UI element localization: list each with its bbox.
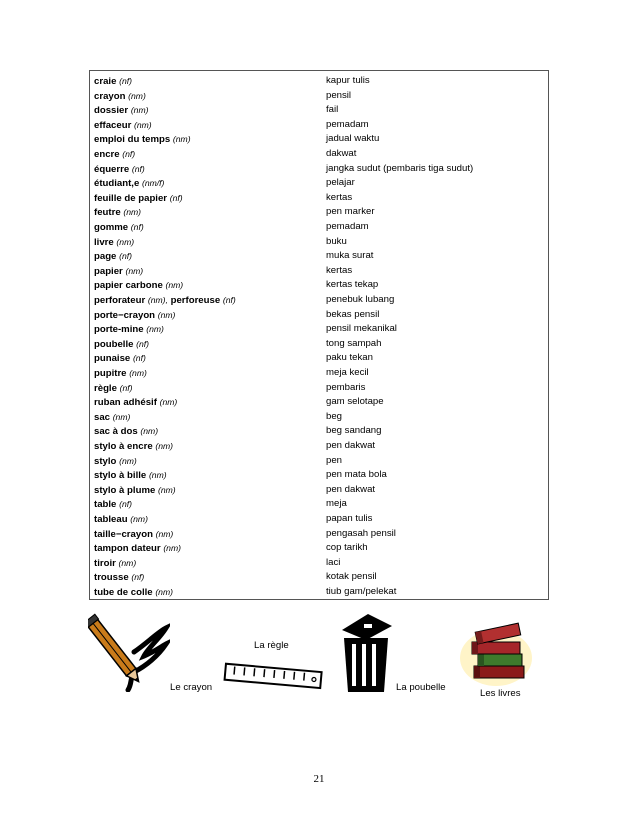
gender-tag: (nm) <box>116 236 135 247</box>
vocab-row <box>90 322 548 337</box>
malay-translation: pemadam <box>326 221 369 232</box>
term-word: ruban adhésif <box>94 397 157 409</box>
vocab-row <box>90 176 548 191</box>
vocab-row <box>90 351 548 366</box>
term-word: emploi du temps <box>94 134 171 146</box>
vocab-row <box>90 424 548 439</box>
term-word: étudiant,e <box>94 178 140 190</box>
malay-translation: papan tulis <box>326 513 373 524</box>
vocab-row <box>90 118 548 133</box>
gender-tag: (nm) <box>157 484 176 495</box>
malay-translation: gam selotape <box>326 396 384 408</box>
french-term <box>94 235 134 251</box>
vocab-row <box>90 439 548 454</box>
term-word: porte−crayon <box>94 309 156 321</box>
gender-tag: (nm) <box>155 528 174 539</box>
gender-tag: (nm) <box>157 309 176 320</box>
vocab-row <box>90 381 548 396</box>
malay-translation: tong sampah <box>326 337 382 349</box>
vocab-row <box>90 410 548 425</box>
french-term <box>94 89 146 105</box>
french-term <box>94 497 132 513</box>
malay-translation: pembaris <box>326 381 366 393</box>
malay-translation: pen mata bola <box>326 469 387 481</box>
malay-translation: beg sandang <box>326 425 382 437</box>
term-word: poubelle <box>94 338 134 350</box>
malay-translation: kapur tulis <box>326 75 370 86</box>
gender-tag: (nm) <box>155 441 174 451</box>
vocab-row <box>90 147 548 162</box>
term-word: stylo à encre <box>94 441 153 452</box>
gender-tag: (nm) <box>123 207 141 218</box>
french-term <box>94 132 191 148</box>
malay-translation: pen <box>326 454 343 466</box>
bin-caption: La poubelle <box>396 682 446 693</box>
french-term <box>94 162 145 178</box>
term-word: tampon dateur <box>94 543 161 555</box>
french-term <box>94 147 135 163</box>
french-term <box>94 527 173 543</box>
term-word: papier <box>94 265 123 277</box>
term-word: gomme <box>94 222 129 233</box>
malay-translation: meja kecil <box>326 367 369 378</box>
french-term <box>94 176 164 192</box>
french-term <box>94 293 236 309</box>
gender-tag: (nf) <box>131 572 145 583</box>
french-term <box>94 570 144 586</box>
gender-tag: (nm) <box>130 105 149 116</box>
term-word: équerre <box>94 163 130 175</box>
vocab-row <box>90 132 548 147</box>
term-word: effaceur <box>94 119 132 131</box>
vocabulary-table <box>89 70 549 600</box>
vocab-row <box>90 337 548 352</box>
malay-translation: pensil <box>326 89 352 101</box>
gender-tag: (nf) <box>119 76 132 86</box>
gender-tag: (nm) <box>128 90 146 101</box>
vocab-row <box>90 235 548 250</box>
malay-translation: pensil mekanikal <box>326 323 397 335</box>
term-word: porte-mine <box>94 324 144 336</box>
term-word: trousse <box>94 572 129 584</box>
malay-translation: bekas pensil <box>326 308 380 320</box>
malay-translation: paku tekan <box>326 352 373 364</box>
french-term <box>94 322 164 338</box>
trash-bin-icon <box>338 612 394 694</box>
gender-tag: (nf) <box>132 353 146 364</box>
gender-tag: (nf) <box>119 499 132 510</box>
term-word: page <box>94 251 117 263</box>
malay-translation: dakwat <box>326 148 357 159</box>
vocab-row <box>90 395 548 410</box>
french-term <box>94 424 158 440</box>
malay-translation: fail <box>326 104 339 116</box>
gender-tag: (nm) <box>148 470 167 481</box>
french-term <box>94 439 173 455</box>
book-stack-icon <box>456 612 534 688</box>
term-word: taille−crayon <box>94 528 153 540</box>
french-term <box>94 366 147 382</box>
term-word: sac à dos <box>94 426 138 438</box>
term-word: table <box>94 499 117 511</box>
vocab-row <box>90 308 548 323</box>
french-term <box>94 512 148 528</box>
term-word: stylo à bille <box>94 470 147 482</box>
vocab-row <box>90 278 548 293</box>
vocab-row <box>90 249 548 264</box>
vocab-row <box>90 556 548 571</box>
vocab-row <box>90 585 548 600</box>
french-term <box>94 410 130 426</box>
gender-tag: (nf) <box>222 295 236 305</box>
term-word: perforateur <box>94 295 146 306</box>
malay-translation: tiub gam/pelekat <box>326 586 397 597</box>
term-word: sac <box>94 411 111 423</box>
french-term <box>94 205 141 221</box>
term-word: dossier <box>94 105 129 117</box>
malay-translation: kertas <box>326 191 353 203</box>
malay-translation: pelajar <box>326 177 355 189</box>
gender-tag: (nm), <box>147 295 168 305</box>
gender-tag: (nm) <box>159 397 178 408</box>
french-term <box>94 74 132 90</box>
term-word: feutre <box>94 207 121 219</box>
vocab-row <box>90 527 548 542</box>
gender-tag: (nf) <box>119 382 133 393</box>
gender-tag: (nm) <box>140 426 159 437</box>
malay-translation: kertas tekap <box>326 279 379 291</box>
french-term <box>94 585 173 601</box>
vocab-row <box>90 541 548 556</box>
vocab-row <box>90 220 548 235</box>
vocab-row <box>90 366 548 381</box>
malay-translation: beg <box>326 410 343 422</box>
term-word: stylo à plume <box>94 484 156 496</box>
gender-tag: (nm) <box>119 455 137 466</box>
malay-translation: buku <box>326 235 347 247</box>
french-term <box>94 351 146 367</box>
term-word: tiroir <box>94 557 116 569</box>
french-term <box>94 278 183 294</box>
vocab-row <box>90 497 548 512</box>
gender-tag: (nm/f) <box>141 178 165 189</box>
gender-tag: (nm) <box>172 134 191 145</box>
vocab-row <box>90 264 548 279</box>
french-term <box>94 381 133 397</box>
french-term <box>94 191 183 207</box>
vocab-row <box>90 293 548 308</box>
pencil-caption: Le crayon <box>170 682 213 693</box>
gender-tag: (nm) <box>112 411 131 422</box>
gender-tag: (nm) <box>134 119 152 130</box>
malay-translation: pemadam <box>326 118 369 130</box>
vocab-row <box>90 454 548 469</box>
gender-tag: (nm) <box>146 324 164 335</box>
vocab-row <box>90 570 548 585</box>
french-term <box>94 541 181 557</box>
malay-translation: pen marker <box>326 206 375 218</box>
french-term <box>94 103 148 119</box>
vocab-row <box>90 483 548 498</box>
term-word: tube de colle <box>94 587 153 598</box>
malay-translation: jangka sudut (pembaris tiga sudut) <box>326 162 474 174</box>
term-word: craie <box>94 76 117 87</box>
vocab-row <box>90 205 548 220</box>
vocab-row <box>90 468 548 483</box>
term-word: punaise <box>94 353 131 365</box>
french-term <box>94 249 132 265</box>
malay-translation: laci <box>326 556 341 568</box>
french-term <box>94 483 176 499</box>
gender-tag: (nm) <box>118 557 137 568</box>
malay-translation: kotak pensil <box>326 571 377 583</box>
french-term <box>94 264 143 280</box>
term-word: crayon <box>94 90 126 102</box>
pencil-icon <box>88 612 170 692</box>
term-word: stylo <box>94 455 117 467</box>
french-term <box>94 468 167 484</box>
vocab-row <box>90 89 548 104</box>
gender-tag: (nf) <box>169 192 183 203</box>
french-term <box>94 556 136 572</box>
malay-translation: jadual waktu <box>326 133 380 145</box>
ruler-caption: La règle <box>254 640 289 651</box>
gender-tag: (nf) <box>131 163 145 174</box>
term-word: livre <box>94 236 114 248</box>
vocab-row <box>90 191 548 206</box>
malay-translation: pen dakwat <box>326 440 376 451</box>
gender-tag: (nf) <box>136 338 150 349</box>
french-term <box>94 220 144 236</box>
gender-tag: (nm) <box>165 280 184 291</box>
page-number: 21 <box>313 773 325 785</box>
term-word: règle <box>94 382 117 394</box>
malay-translation: meja <box>326 498 347 510</box>
malay-translation: muka surat <box>326 250 374 262</box>
gender-tag: (nm) <box>129 368 147 378</box>
malay-translation: kertas <box>326 264 353 276</box>
vocab-row <box>90 162 548 177</box>
malay-translation: pengasah pensil <box>326 527 396 539</box>
books-caption: Les livres <box>480 688 521 699</box>
term-word: papier carbone <box>94 280 163 292</box>
term-word: pupitre <box>94 368 127 379</box>
gender-tag: (nm) <box>125 265 144 276</box>
gender-tag: (nm) <box>130 514 148 524</box>
term-word: perforeuse <box>170 295 221 306</box>
french-term <box>94 308 175 324</box>
term-word: feuille de papier <box>94 192 168 204</box>
ruler-icon <box>222 662 326 692</box>
gender-tag: (nm) <box>155 587 173 597</box>
vocab-row <box>90 512 548 527</box>
term-word: encre <box>94 149 120 160</box>
french-term <box>94 395 177 411</box>
french-term <box>94 454 137 470</box>
gender-tag: (nf) <box>122 149 136 159</box>
vocab-row <box>90 103 548 118</box>
malay-translation: cop tarikh <box>326 542 368 554</box>
gender-tag: (nm) <box>163 543 181 554</box>
french-term <box>94 118 152 134</box>
gender-tag: (nf) <box>130 222 144 232</box>
malay-translation: penebuk lubang <box>326 294 395 305</box>
gender-tag: (nf) <box>119 251 132 262</box>
term-word: tableau <box>94 514 128 525</box>
vocab-row <box>90 74 548 89</box>
french-term <box>94 337 149 353</box>
malay-translation: pen dakwat <box>326 483 376 495</box>
